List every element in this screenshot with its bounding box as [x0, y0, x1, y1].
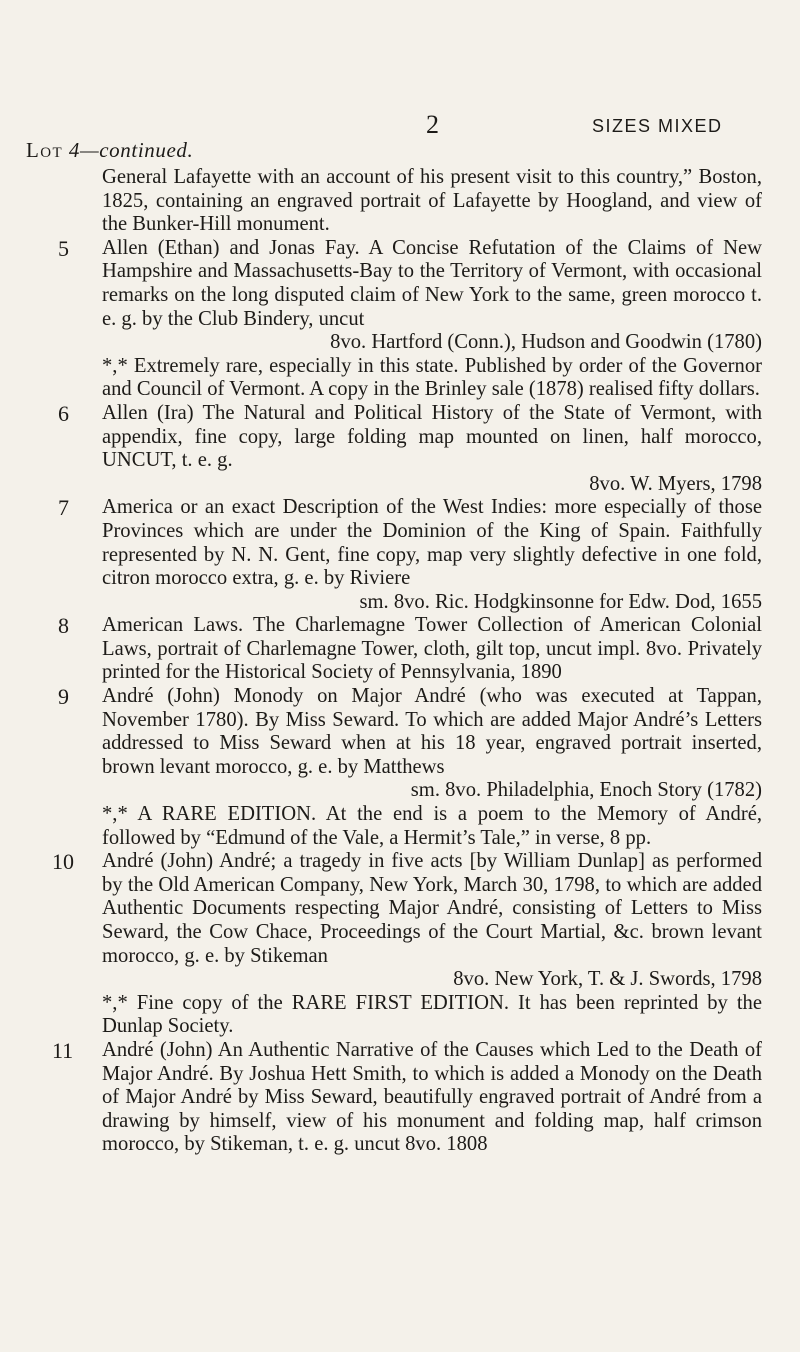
entry-imprint: 8vo. Hartford (Conn.), Hudson and Goodwin (1780)	[330, 331, 762, 354]
entry-note: *,* Extremely rare, especially in this state. Published by order of the Governor and Council of Vermont. A copy in the Brinley sale (1878) realised fifty dollars.	[102, 354, 762, 401]
entry-description: André (John) André; a tragedy in five acts [by William Dunlap] as performed by the Old American Company, New York, March 30, 1798, to which are added Authentic Documents respecting Major André, consisting of Letters to Miss Seward, the Cow Chace, Proceedings of the Court Martial, &c. brown levant morocco, g. e. by Stikeman	[102, 850, 762, 967]
running-title: SIZES MIXED	[592, 116, 723, 136]
catalogue-entry	[0, 166, 800, 237]
lot-word: Lot	[26, 138, 64, 162]
catalogue-entry	[0, 402, 800, 496]
entry-note: *,* Fine copy of the RARE FIRST EDITION. It has been reprinted by the Dunlap Society.	[102, 991, 762, 1038]
entry-description: America or an exact Description of the West Indies: more especially of those Provinces which are under the Dominion of the King of Spain. Faithfully represented by N. N. Gent, fine copy, map very slightly defective in one fold, citron morocco extra, g. e. by Riviere	[102, 496, 762, 590]
catalogue-entry	[0, 237, 800, 402]
entry-description: André (John) An Authentic Narrative of the Causes which Led to the Death of Major André. By Joshua Hett Smith, to which is added a Monody on the Death of Major André by Miss Seward, beautifully engraved portrait of André from a drawing by himself, view of his monument and folding map, half crimson morocco, by Stikeman, t. e. g. uncut 8vo. 1808	[102, 1038, 762, 1156]
entry-imprint: 8vo. W. Myers, 1798	[589, 472, 762, 495]
entry-imprint: sm. 8vo. Ric. Hodgkinsonne for Edw. Dod, 1655	[359, 590, 762, 613]
entry-number: 11	[52, 1037, 74, 1063]
entry-number: 6	[58, 400, 69, 426]
entry-number: 5	[58, 235, 69, 261]
lot-heading	[26, 139, 193, 161]
entry-imprint: sm. 8vo. Philadelphia, Enoch Story (1782)	[410, 779, 762, 802]
entry-number: 9	[58, 684, 69, 710]
entry-description: Allen (Ethan) and Jonas Fay. A Concise Refutation of the Claims of New Hampshire and Massachusetts-Bay to the Territory of Vermont, with occasional remarks on the long disputed claim of New York to the same, green morocco t. e. g. by the Club Bindery, uncut	[102, 236, 762, 330]
entry-number: 10	[52, 849, 74, 875]
lot-continued-label: 4—continued.	[68, 138, 194, 162]
catalogue-entry	[0, 685, 800, 850]
catalogue-entry	[0, 614, 800, 685]
entry-imprint: 8vo. New York, T. & J. Swords, 1798	[453, 968, 762, 991]
entry-description: General Lafayette with an account of his present visit to this country,” Boston, 1825, containing an engraved portrait of Lafayette by Hoogland, and view of the Bunker-Hill monument.	[102, 166, 762, 236]
entry-number: 8	[58, 613, 69, 639]
entry-description: André (John) Monody on Major André (who was executed at Tappan, November 1780). By Miss Seward. To which are added Major André’s Letters addressed to Miss Seward when at his 18 year, engraved portrait inserted, brown levant morocco, g. e. by Matthews	[102, 685, 762, 778]
entry-number: 7	[58, 495, 69, 521]
entry-note: *,* A RARE EDITION. At the end is a poem to the Memory of André, followed by “Edmund of the Vale, a Hermit’s Tale,” in verse, 8 pp.	[102, 803, 762, 849]
catalogue-entry	[0, 496, 800, 614]
page-header	[0, 112, 800, 140]
entry-description: Allen (Ira) The Natural and Political History of the State of Vermont, with appendix, fine copy, large folding map mounted on linen, half morocco, UNCUT, t. e. g.	[102, 401, 762, 472]
catalogue-entries	[0, 166, 800, 1157]
page-number: 2	[426, 110, 439, 139]
entry-description: American Laws. The Charlemagne Tower Collection of American Colonial Laws, portrait of Charlemagne Tower, cloth, gilt top, uncut impl. 8vo. Privately printed for the Historical Society of Pennsylvania, 1890	[102, 614, 762, 684]
catalogue-entry	[0, 1039, 800, 1157]
catalogue-entry	[0, 850, 800, 1039]
